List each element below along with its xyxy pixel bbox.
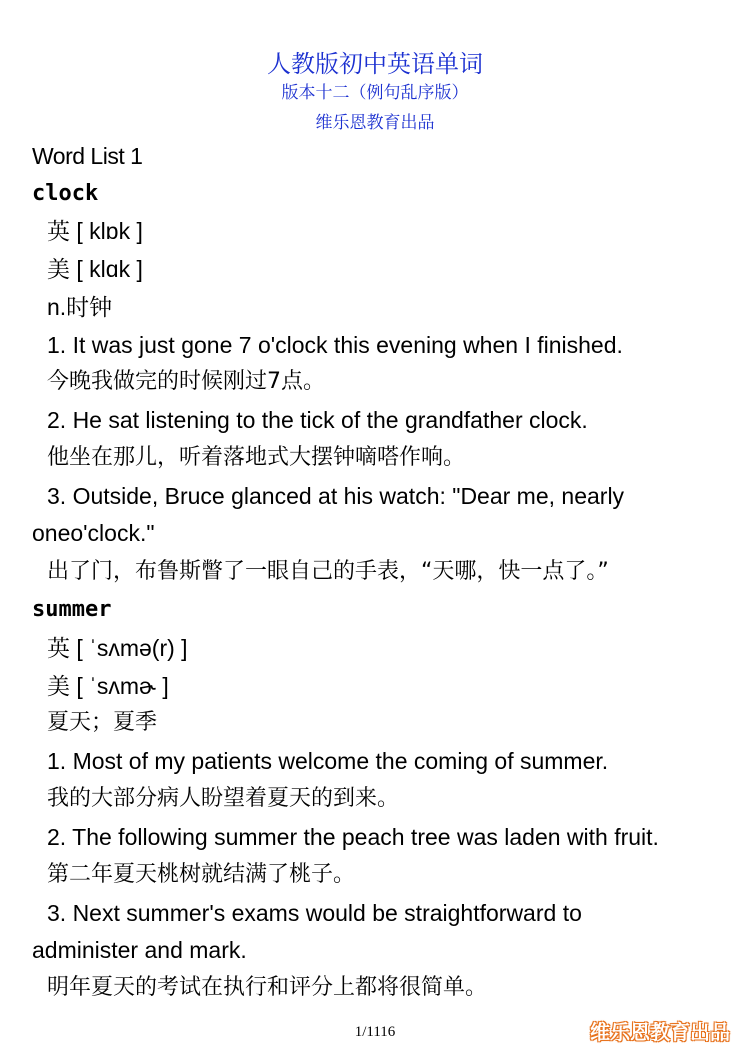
example-en: 3. Next summer's exams would be straightforward to: [47, 900, 582, 926]
document-subtitle: 版本十二（例句乱序版）: [281, 83, 469, 103]
uk-pronunciation: 英 [ klɒk ]: [47, 218, 143, 244]
publisher-line: 维乐恩教育出品: [315, 113, 435, 133]
example-cn: 第二年夏天桃树就结满了桃子。: [47, 862, 356, 887]
example-en-continued: oneo'clock.": [32, 520, 155, 546]
example-cn: 今晚我做完的时候刚过7点。: [47, 369, 325, 394]
word-list-title: Word List 1: [32, 143, 143, 169]
example-en: 3. Outside, Bruce glanced at his watch: "Dear me, nearly: [47, 483, 625, 509]
uk-pronunciation: 英 [ ˈsʌmə(r) ]: [47, 635, 188, 661]
page-number: 1/1116: [354, 1024, 396, 1040]
headword-clock: clock: [32, 181, 99, 206]
us-pronunciation: 美 [ ˈsʌmɚ ]: [47, 673, 169, 699]
headword-summer: summer: [32, 597, 112, 622]
example-en: 1. Most of my patients welcome the coming of summer.: [47, 748, 609, 774]
word-meaning: n.时钟: [47, 294, 113, 320]
us-pronunciation: 美 [ klɑk ]: [47, 256, 143, 282]
example-cn: 他坐在那儿，听着落地式大摆钟嘀嗒作响。: [47, 445, 466, 470]
document-title: 人教版初中英语单词: [267, 50, 483, 78]
word-meaning: 夏天；夏季: [47, 710, 158, 735]
example-en: 1. It was just gone 7 o'clock this evening when I finished.: [47, 332, 623, 358]
example-cn: 我的大部分病人盼望着夏天的到来。: [47, 786, 400, 811]
example-en-continued: administer and mark.: [32, 937, 247, 963]
example-cn: 明年夏天的考试在执行和评分上都将很简单。: [47, 975, 488, 1000]
example-cn: 出了门，布鲁斯瞥了一眼自己的手表，“天哪，快一点了。”: [47, 559, 609, 584]
example-en: 2. The following summer the peach tree was laden with fruit.: [47, 824, 659, 850]
watermark-logo: 维乐恩教育出品: [590, 1020, 730, 1044]
example-en: 2. He sat listening to the tick of the grandfather clock.: [47, 407, 588, 433]
